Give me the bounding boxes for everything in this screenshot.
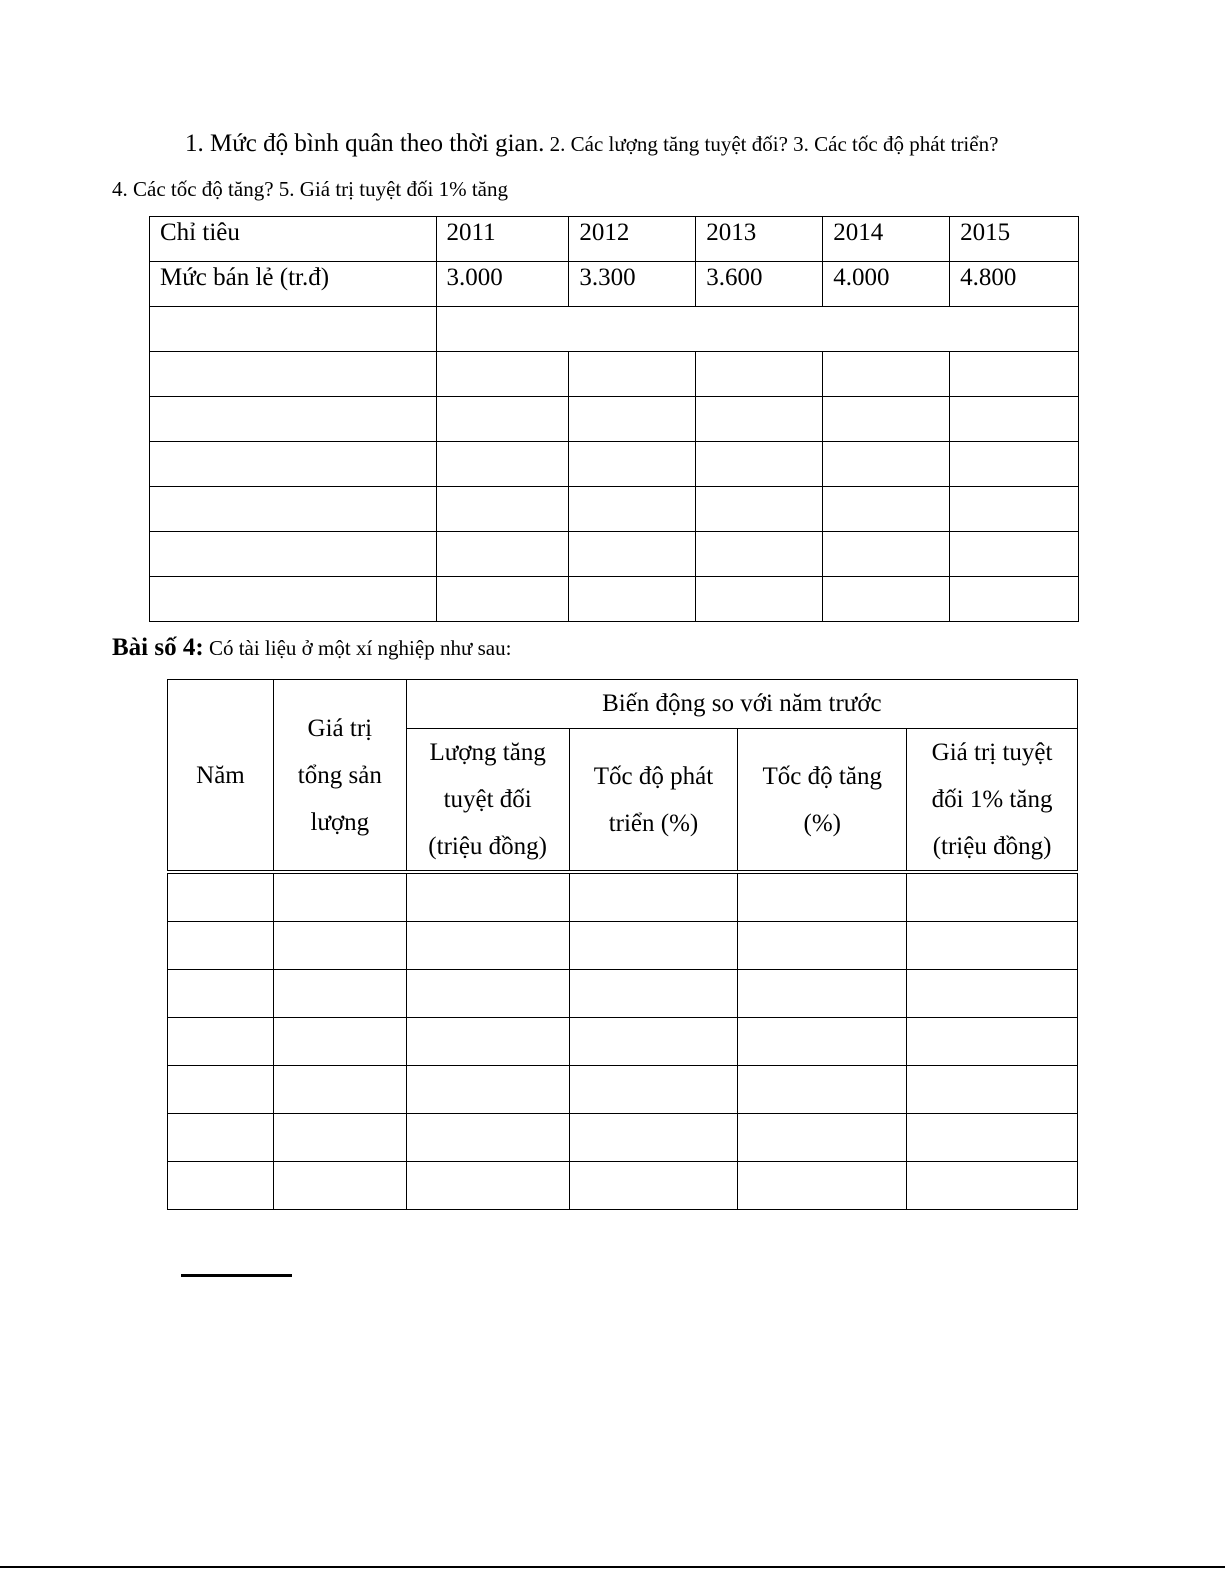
empty-cell	[907, 872, 1078, 922]
empty-cell	[406, 970, 569, 1018]
empty-cell	[569, 1018, 738, 1066]
empty-cell	[168, 1066, 274, 1114]
empty-cell	[406, 1018, 569, 1066]
empty-cell	[738, 872, 907, 922]
empty-cell	[950, 577, 1079, 622]
empty-cell	[823, 442, 950, 487]
empty-cell	[150, 442, 437, 487]
empty-cell	[569, 577, 696, 622]
table-row-empty-merged	[150, 307, 1079, 352]
empty-cell	[406, 922, 569, 970]
empty-cell	[273, 1018, 406, 1066]
empty-cell	[823, 487, 950, 532]
empty-cell	[950, 352, 1079, 397]
empty-cell	[150, 397, 437, 442]
empty-cell	[168, 970, 274, 1018]
header-line: Giá trị	[307, 714, 373, 742]
empty-cell	[696, 577, 823, 622]
empty-cell	[273, 922, 406, 970]
empty-cell	[569, 532, 696, 577]
empty-cell	[168, 922, 274, 970]
empty-cell	[907, 1162, 1078, 1210]
empty-cell	[569, 1114, 738, 1162]
table-cell: Mức bán lẻ (tr.đ)	[150, 262, 437, 307]
empty-cell	[150, 307, 437, 352]
empty-cell	[823, 352, 950, 397]
table-cell: 3.600	[696, 262, 823, 307]
empty-cell	[273, 1114, 406, 1162]
header-cell: 2013	[696, 217, 823, 262]
header-line: (triệu đồng)	[932, 833, 1052, 860]
empty-cell	[696, 352, 823, 397]
empty-cell	[168, 1162, 274, 1210]
empty-cell	[569, 1162, 738, 1210]
table-row-empty	[150, 532, 1079, 577]
empty-cell	[150, 577, 437, 622]
empty-cell	[907, 922, 1078, 970]
header-line: Tốc độ phát	[593, 762, 714, 790]
table-row-empty	[150, 352, 1079, 397]
footnote-separator	[181, 1274, 292, 1277]
table-row-empty	[168, 922, 1078, 970]
header-line: triển (%)	[608, 809, 699, 837]
empty-cell	[823, 397, 950, 442]
table-row-empty	[168, 970, 1078, 1018]
empty-cell	[406, 1066, 569, 1114]
table-header-row	[150, 217, 1079, 262]
empty-cell	[150, 487, 437, 532]
empty-cell	[406, 872, 569, 922]
header-cell-year: Năm	[168, 680, 274, 873]
empty-cell	[406, 1114, 569, 1162]
header-line: Lượng tăng	[429, 739, 546, 766]
empty-cell	[738, 1162, 907, 1210]
header-cell-absolute-increase	[406, 729, 569, 873]
header-line: lượng	[310, 808, 370, 836]
exercise-4-heading	[112, 634, 511, 662]
empty-cell	[569, 397, 696, 442]
table-cell: 4.800	[950, 262, 1079, 307]
exercise-4-label: Bài số 4:	[112, 634, 204, 661]
empty-cell	[950, 532, 1079, 577]
empty-cell	[950, 442, 1079, 487]
table-row-empty	[168, 872, 1078, 922]
production-table	[167, 679, 1078, 1210]
empty-cell	[569, 872, 738, 922]
table-row-empty	[168, 1066, 1078, 1114]
empty-cell	[436, 397, 569, 442]
empty-cell	[907, 1018, 1078, 1066]
table-row-empty	[150, 442, 1079, 487]
question-line-1	[185, 130, 998, 158]
header-line: Tốc độ tăng	[762, 762, 882, 790]
empty-cell	[168, 1114, 274, 1162]
page-bottom-rule	[0, 1566, 1225, 1568]
empty-cell	[738, 1114, 907, 1162]
empty-cell	[168, 872, 274, 922]
table-row-empty	[150, 397, 1079, 442]
header-cell: 2012	[569, 217, 696, 262]
empty-cell	[168, 1018, 274, 1066]
header-line: tổng sản	[297, 761, 382, 789]
header-cell: 2011	[436, 217, 569, 262]
empty-cell	[950, 397, 1079, 442]
empty-cell	[738, 970, 907, 1018]
empty-cell	[569, 442, 696, 487]
header-line: (triệu đồng)	[428, 833, 548, 860]
header-line: tuyệt đối	[443, 786, 532, 813]
empty-cell	[569, 970, 738, 1018]
empty-cell	[950, 487, 1079, 532]
empty-cell	[738, 922, 907, 970]
empty-cell	[696, 442, 823, 487]
empty-cell	[738, 1066, 907, 1114]
empty-cell	[273, 1066, 406, 1114]
table-cell: 3.000	[436, 262, 569, 307]
empty-cell	[696, 487, 823, 532]
table-row-empty	[150, 577, 1079, 622]
empty-cell	[823, 577, 950, 622]
header-line: Giá trị tuyệt	[931, 739, 1053, 766]
empty-cell	[823, 532, 950, 577]
empty-cell	[436, 577, 569, 622]
header-line: (%)	[803, 809, 841, 837]
empty-cell	[738, 1018, 907, 1066]
table-cell: 4.000	[823, 262, 950, 307]
table-row-empty	[168, 1162, 1078, 1210]
empty-cell	[907, 970, 1078, 1018]
empty-cell	[406, 1162, 569, 1210]
empty-cell	[436, 487, 569, 532]
header-cell: 2015	[950, 217, 1079, 262]
empty-cell	[696, 397, 823, 442]
empty-cell	[273, 872, 406, 922]
exercise-4-text: Có tài liệu ở một xí nghiệp như sau:	[203, 636, 512, 660]
empty-cell	[569, 352, 696, 397]
question-1-text: 1. Mức độ bình quân theo thời gian.	[185, 130, 545, 157]
question-line-2: 4. Các tốc độ tăng? 5. Giá trị tuyệt đối 1% tăng	[112, 177, 508, 201]
table-row-empty	[150, 487, 1079, 532]
header-cell: Chỉ tiêu	[150, 217, 437, 262]
empty-cell	[273, 1162, 406, 1210]
empty-cell	[436, 442, 569, 487]
empty-cell	[907, 1114, 1078, 1162]
header-cell-group: Biến động so với năm trước	[406, 680, 1077, 729]
header-cell: 2014	[823, 217, 950, 262]
table-row-empty	[168, 1114, 1078, 1162]
table-row-empty	[168, 1018, 1078, 1066]
header-cell-value-1pct	[907, 729, 1078, 873]
empty-cell	[150, 532, 437, 577]
empty-cell	[273, 970, 406, 1018]
question-2-3-text: 2. Các lượng tăng tuyệt đối? 3. Các tốc độ phát triển?	[544, 132, 999, 156]
empty-cell	[569, 487, 696, 532]
empty-cell	[436, 532, 569, 577]
header-line: đối 1% tăng	[931, 786, 1053, 813]
header-cell-total-output	[273, 680, 406, 873]
table-row	[150, 262, 1079, 307]
header-cell-increase-rate	[738, 729, 907, 873]
table-cell: 3.300	[569, 262, 696, 307]
header-cell-growth-rate	[569, 729, 738, 873]
empty-cell	[436, 352, 569, 397]
empty-cell	[569, 1066, 738, 1114]
empty-cell	[569, 922, 738, 970]
empty-cell	[696, 532, 823, 577]
empty-merged-cell	[436, 307, 1078, 352]
empty-cell	[150, 352, 437, 397]
empty-cell	[907, 1066, 1078, 1114]
table-header-row	[168, 680, 1078, 729]
retail-sales-table	[149, 216, 1079, 622]
